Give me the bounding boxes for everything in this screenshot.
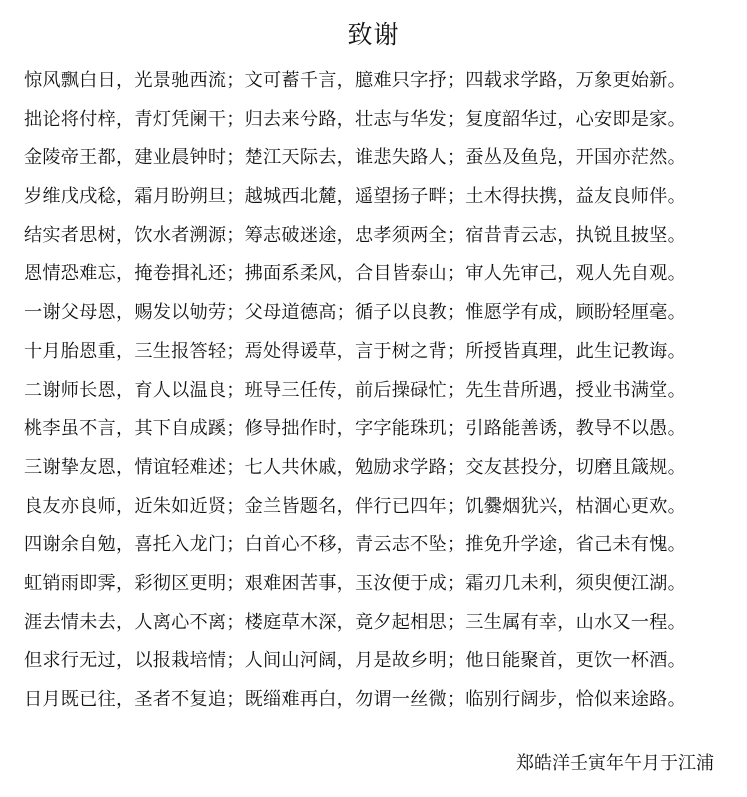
poem-body	[24, 66, 724, 724]
signature: 郑皓洋壬寅年午月于江浦	[516, 753, 714, 774]
poem-line: 日月既已往，圣者不复追；既缁难再白，勿谓一丝微；临别行阔步，恰似来途路。	[24, 689, 686, 710]
poem-line: 二谢师长恩，育人以温良；班导三任传，前后操碌忙；先生昔所遇，授业书满堂。	[24, 379, 686, 401]
poem-line: 涯去情未去，人离心不离；楼庭草木深，竟夕起相思；三生属有幸，山水又一程。	[24, 611, 686, 633]
poem-line: 岁维戊戌稔，霜月盼朔旦；越城西北麓，遥望扬子畔；土木得扶携，益友良师伴。	[24, 186, 686, 208]
poem-line: 十月胎恩重，三生报答轻；焉处得谖草，言于树之背；所授皆真理，此生记教诲。	[24, 340, 686, 362]
poem-line: 恩情恐难忘，掩卷揖礼还；拂面系柔风，合目皆泰山；审人先审己，观人先自观。	[24, 263, 686, 285]
poem-line: 但求行无过，以报栽培情；人间山河阔，月是故乡明；他日能聚首，更饮一杯酒。	[24, 650, 686, 672]
page-title: 致谢	[347, 20, 400, 49]
poem-line: 桃李虽不言，其下自成蹊；修导拙作时，字字能珠玑；引路能善诱，教导不以愚。	[24, 418, 686, 440]
poem-line: 三谢挚友恩，情谊轻难述；七人共休戚，勉励求学路；交友甚投分，切磨且箴规。	[24, 456, 686, 478]
poem-line: 虹销雨即霁，彩彻区更明；艰难困苦事，玉汝便于成；霜刃几未利，须臾便江湖。	[24, 572, 686, 594]
poem-line: 拙论将付梓，青灯凭阑干；归去来兮路，壮志与华发；复度韶华过，心安即是家。	[24, 108, 686, 130]
poem-line: 四谢余自勉，喜托入龙门；白首心不移，青云志不坠；推免升学途，省己未有愧。	[24, 534, 686, 556]
poem-line: 惊风飘白日，光景驰西流；文可蓄千言，臆难只字抒；四载求学路，万象更始新。	[24, 70, 686, 91]
poem-line: 结实者思树，饮水者溯源；筹志破迷途，忠孝须两全；宿昔青云志，执锐且披坚。	[24, 224, 686, 246]
poem-line: 金陵帝王都，建业晨钟时；楚江天际去，谁悲失路人；蚕丛及鱼凫，开国亦茫然。	[24, 147, 686, 169]
poem-line: 一谢父母恩，赐发以劬劳；父母道德高；循子以良教；惟愿学有成，顾盼轻厘毫。	[24, 302, 686, 324]
poem-line: 良友亦良师，近朱如近贤；金兰皆题名，伴行已四年；饥爨烟犹兴，枯涸心更欢。	[24, 495, 686, 517]
